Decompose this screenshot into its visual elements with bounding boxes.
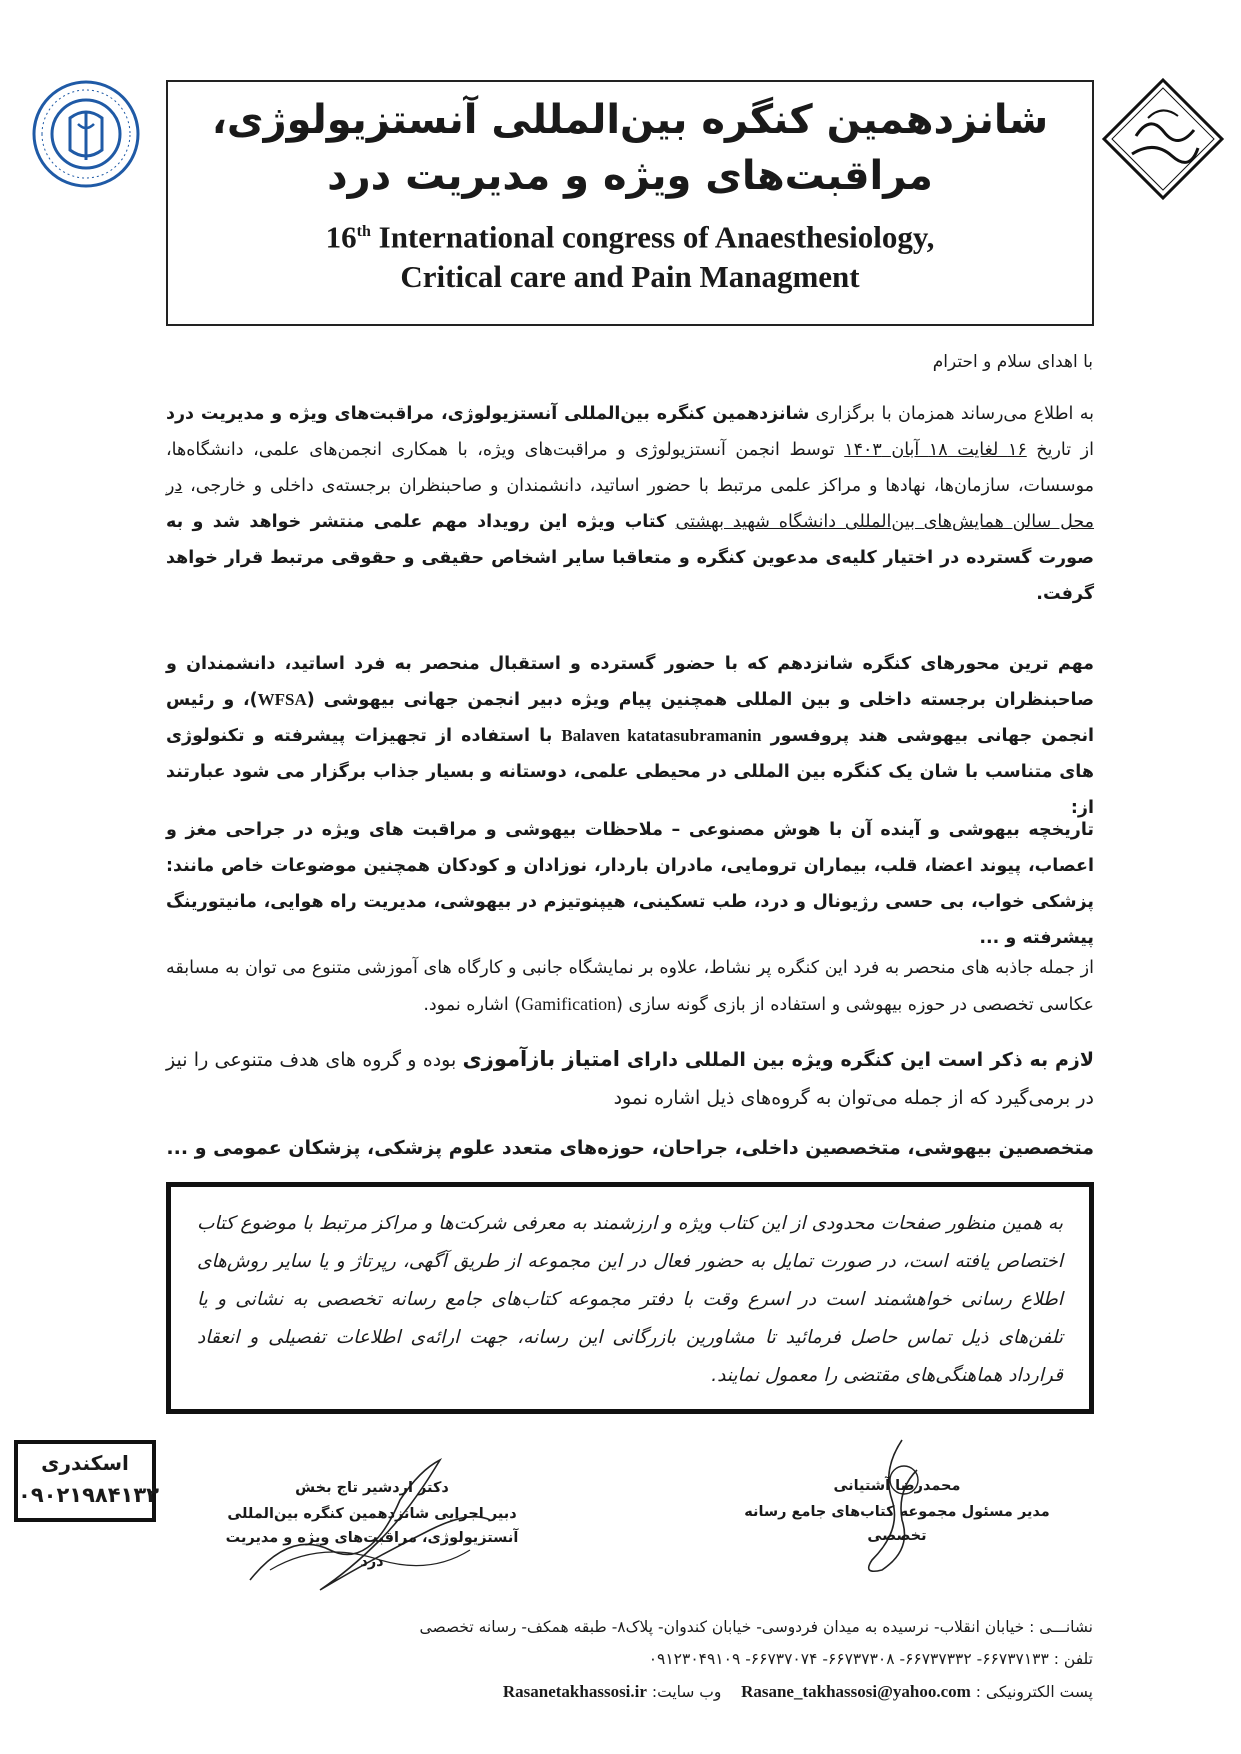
title-fa-line2: مراقبت‌های ویژه و مدیریت درد (327, 153, 933, 199)
signature-block-left (222, 1480, 522, 1574)
signatory-right-role: مدیر مسئول مجموعه کتاب‌های جامع رسانه تخصصی (744, 1504, 1050, 1544)
title-fa-line1: شانزدهمین کنگره بین‌المللی آنستزیولوژی، (211, 97, 1049, 143)
website-link[interactable]: Rasanetakhassosi.ir (502, 1682, 647, 1701)
notice-text: به همین منظور صفحات محدودی از این کتاب ویژه و ارزشمند به معرفی شرکت‌ها و مراکز مرتبط با موضوع کتاب اختصاص یافته است، در صورت تمایل به حضور فعال در این مجموعه از طریق آگهی، رپرتاژ و یا سایر روش‌های اطلاع رسانی خواهشمند است در اسرع وقت با دفتر مجموعه کتاب‌های جامع رسانه تخصصی به نشانی و یا تلفن‌های ذیل تماس حاصل فرمائید تا مشاورین بازرگانی این رسانه، جهت ارائه‌ی اطلاعات تفصیلی و انعقاد قرارداد هماهنگی‌های مقتضی را معمول نمایند. (197, 1213, 1063, 1386)
p2-text-b: )، و رئیس انجمن جهانی بیهوشی هند پروفسور (166, 690, 1095, 746)
footer-web (503, 1682, 1093, 1702)
phones-text[interactable]: ۶۶۷۳۷۱۳۳- ۶۶۷۳۷۳۳۲- ۶۶۷۳۷۳۰۸- ۶۶۷۳۷۰۷۴- ۰۹۱۲۳۰۴۹۱۰۹ (648, 1650, 1054, 1668)
paragraph-topics-list: تاریخچه بیهوشی و آینده آن با هوش مصنوعی – ملاحظات بیهوشی و مراقبت های ویژه در جراحی مغز و اعصاب، پیوند اعضا، قلب، بیماران ترومایی، مادران باردار، نوزادان و کودکان همچنین موضوعات خاص مانند: پزشکی خواب، بی حسی رژیونال و درد، طب تسکینی، هیپنوتیزم در بیهوشی، مدیریت راه هوایی، مانیتورینگ پیشرفته و ... (166, 820, 1094, 948)
greeting: با اهدای سلام و احترام (932, 352, 1093, 372)
rasane-logo (1098, 74, 1228, 204)
signatory-left-role1: دبیر اجرایی شانزدهمین کنگره بین‌المللی (227, 1506, 517, 1522)
title-en-line1 (168, 212, 1092, 257)
p1-venue: در محل سالن همایش‌های بین‌المللی دانشگاه شهید بهشتی (166, 476, 1095, 532)
address-text: خیابان انقلاب- نرسیده به میدان فردوسی- خیابان کندوان- پلاک۸- طبقه همکف- رسانه تخصصی (419, 1618, 1030, 1636)
email-label: پست الکترونیکی : (975, 1683, 1093, 1701)
p5-text-c: بوده و گروه های هدف متنوعی را نیز در برمی‌گیرد که از جمله می‌توان به گروه‌های ذیل اشاره نمود (166, 1049, 1094, 1109)
p4-text-a: از جمله جاذبه های منحصر به فرد این کنگره پر نشاط، علاوه بر نمایشگاه جانبی و کارگاه های آموزشی متنوع می توان به مسابقه عکاسی تخصصی در حوزه بیهوشی و استفاده از بازی گونه سازی ( (166, 958, 1094, 1015)
p5-text-a: لازم به ذکر است این کنگره ویژه بین المللی دارای (619, 1049, 1094, 1071)
p2-wfsa: WFSA (257, 690, 307, 709)
signatory-left-role2: آنستزیولوژی، مراقبت‌های ویژه و مدیریت درد (225, 1530, 519, 1570)
p1-text-a: به اطلاع می‌رساند همزمان با برگزاری (809, 404, 1094, 424)
footer-address (420, 1618, 1093, 1636)
paragraph-topics-intro (166, 646, 1094, 826)
contact-name: اسکندری (41, 1451, 129, 1475)
signatory-right-name: محمدرضا آشتیانی (833, 1478, 961, 1494)
footer-phones (649, 1650, 1093, 1668)
email-link[interactable]: Rasane_takhassosi@yahoo.com (741, 1682, 971, 1701)
website-label: وب سایت: (651, 1683, 722, 1701)
contact-box (14, 1440, 159, 1522)
p2-text-a: مهم ترین محورهای کنگره شانزدهم که با حضور گسترده و استقبال منحصر به فرد اساتید، دانشمندان و صاحبنظران برجسته داخلی و بین المللی همچنین پیام ویژه دبیر انجمن جهانی بیهوشی ( (166, 654, 1094, 710)
p1-text-g: کتاب ویژه این رویداد مهم علمی منتشر خواهد شد و به صورت گسترده در اختیار کلیه‌ی مدعوین کنگره و متعاقبا سایر اشخاص حقیقی و حقوقی مرتبط قرار خواهد گرفت. (166, 512, 1094, 604)
p1-congress-name: شانزدهمین کنگره بین‌المللی آنستزیولوژی، مراقبت‌های ویژه و مدیریت درد (166, 404, 810, 424)
notice-box (166, 1182, 1094, 1414)
p5-cme-credit: امتیاز بازآموزی (462, 1047, 620, 1071)
p2-professor-name: Balaven katatasubramanin (561, 726, 762, 745)
address-label: نشانـــی : (1029, 1618, 1093, 1636)
p1-date: ۱۶ لغایت ۱۸ آبان ۱۴۰۳ (844, 440, 1027, 460)
paragraph-intro (166, 396, 1094, 612)
paragraph-credits (166, 1040, 1094, 1117)
p1-text-e: توسط انجمن آنستزیولوژی و مراقبت‌های ویژه، با همکاری انجمن‌های علمی، دانشگاه‌ها، موسسات، سازمان‌ها، نهادها و مراکز علمی مرتبط با حضور اساتید، دانشمندان و صاحبنظران برجسته‌ی داخلی و خارجی، (166, 440, 1094, 496)
p4-gamification: Gamification (521, 994, 617, 1014)
society-logo (30, 78, 142, 190)
p2-text-c: با استفاده از تجهیزات پیشرفته و تکنولوژی های متناسب با شان یک کنگره بین المللی در محیطی علمی، دوستانه و بسیار جذاب برگزار می شود عبارتند از: (166, 726, 1094, 818)
paragraph-target-groups: متخصصین بیهوشی، متخصصین داخلی، جراحان، حوزه‌های متعدد علوم پزشکی، پزشکان عمومی و ... (166, 1137, 1094, 1159)
title-en-ordinal: 16 (325, 219, 357, 255)
signature-block-right (742, 1478, 1052, 1548)
phones-label: تلفن : (1053, 1650, 1093, 1668)
title-en-line2: Critical care and Pain Managment (400, 259, 860, 295)
header-box (166, 80, 1094, 326)
contact-phone[interactable]: ۰۹۰۲۱۹۸۴۱۳۳ (18, 1483, 159, 1507)
title-en-sup: th (356, 223, 371, 240)
signatory-left-name: دکتر اردشیر تاج بخش (295, 1480, 449, 1496)
title-en-line1-rest: International congress of Anaesthesiology, (370, 219, 935, 255)
p4-text-b: ) اشاره نمود. (423, 995, 522, 1015)
paragraph-attractions (166, 950, 1094, 1023)
p1-text-c: از تاریخ (1026, 440, 1094, 460)
